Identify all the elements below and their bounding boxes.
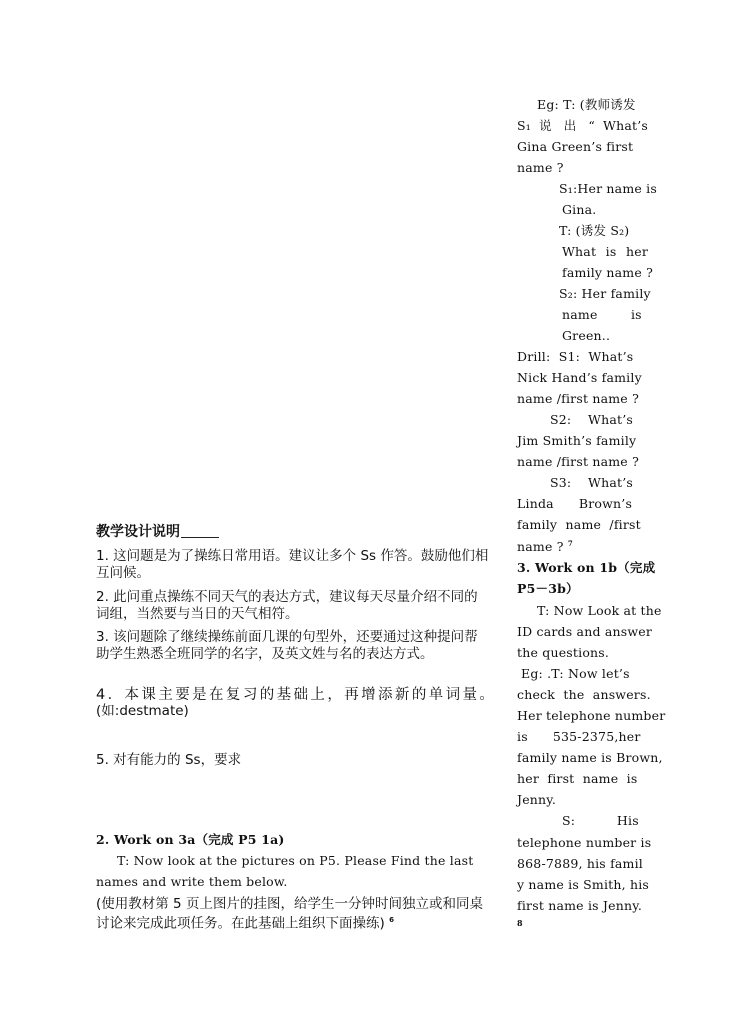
dialogue-line: T: (诱发 S₂) [559, 223, 630, 238]
answer-line: y name is Smith, his [517, 877, 650, 892]
note-paragraph: 1. 这问题是为了操练日常用语。建议让多个 Ss 作答。鼓励他们相 [96, 548, 489, 564]
dialogue-line: Gina. [562, 202, 597, 217]
note-paragraph: 词组，当然要与当日的天气相符。 [96, 606, 299, 622]
instruction-line: 讨论来完成此项任务。在此基础上组织下面操练) $^6$ [96, 915, 394, 932]
example-line: Jenny. [517, 792, 557, 807]
instruction-line: the questions. [517, 645, 610, 660]
note-paragraph: 2. 此问重点操练不同天气的表达方式，建议每天尽量介绍不同的 [96, 589, 478, 605]
note-paragraph: 3. 该问题除了继续操练前面几课的句型外，还要通过这种提问帮 [96, 629, 478, 645]
example-line: her first name is [517, 771, 638, 786]
example-line: Eg: T: (教师诱发 [537, 97, 636, 112]
notes-heading: 教学设计说明 [96, 524, 180, 540]
note-paragraph: 4．本课主要是在复习的基础上，再增添新的单词量。 [96, 687, 497, 703]
answer-line: first name is Jenny. [517, 898, 643, 913]
instruction-line: T: Now Look at the [537, 603, 662, 618]
drill-line: name /first name ? [517, 454, 639, 469]
instruction-line: T: Now look at the pictures on P5. Please Find the last [117, 853, 474, 868]
answer-line: S: His [562, 813, 639, 828]
instruction-line: names and write them below. [96, 874, 288, 889]
note-paragraph: 助学生熟悉全班同学的名字，及英文姓与名的表达方式。 [96, 646, 434, 662]
section-title: 2. Work on 3a（完成 P5 1a) [96, 832, 285, 847]
drill-line: name ? $^7$ [517, 539, 573, 555]
section-title: P5－3b） [517, 581, 579, 596]
footnote-mark: 7 [567, 539, 573, 548]
drill-line: S3: What’s [550, 475, 633, 490]
drill-line: Jim Smith’s family [517, 433, 637, 448]
example-line: S₁ 说 出 “ What’s [517, 118, 648, 133]
answer-line: 868-7889, his famil [517, 856, 644, 871]
dialogue-line: What is her [562, 244, 648, 259]
drill-line: Linda Brown’s [517, 496, 633, 511]
drill-line: name /first name ? [517, 391, 639, 406]
drill-line: Nick Hand’s family [517, 370, 642, 385]
example-line: family name is Brown, [517, 750, 663, 765]
footnote-mark: 6 [389, 916, 394, 924]
answer-line: telephone number is [517, 835, 652, 850]
example-line: is 535-2375,her [517, 729, 641, 744]
example-line: Gina Green’s first [517, 139, 634, 154]
example-line: Her telephone number [517, 708, 666, 723]
drill-line: Drill: S1: What’s [517, 349, 634, 364]
dialogue-line: name is [562, 307, 642, 322]
note-paragraph: 互问候。 [96, 565, 150, 581]
example-line: check the answers. [517, 687, 651, 702]
note-paragraph: (如:destmate) [96, 703, 189, 719]
example-line: name ? [517, 160, 564, 175]
dialogue-line: S₁:Her name is [559, 181, 657, 196]
instruction-line: (使用教材第 5 页上图片的挂图，给学生一分钟时间独立或和同桌 [96, 896, 483, 912]
dialogue-line: family name ? [562, 265, 653, 280]
instruction-line: ID cards and answer [517, 624, 653, 639]
dialogue-line: S₂: Her family [559, 286, 651, 301]
drill-line: family name /first [517, 517, 641, 532]
note-paragraph: 5. 对有能力的 Ss，要求 [96, 752, 242, 768]
footnote-mark: 8 [517, 918, 523, 928]
heading-underline [181, 537, 219, 538]
dialogue-line: Green.. [562, 328, 611, 343]
section-title: 3. Work on 1b（完成 [517, 560, 656, 575]
example-line: Eg: .T: Now let’s [521, 666, 630, 681]
drill-line: S2: What’s [550, 412, 633, 427]
